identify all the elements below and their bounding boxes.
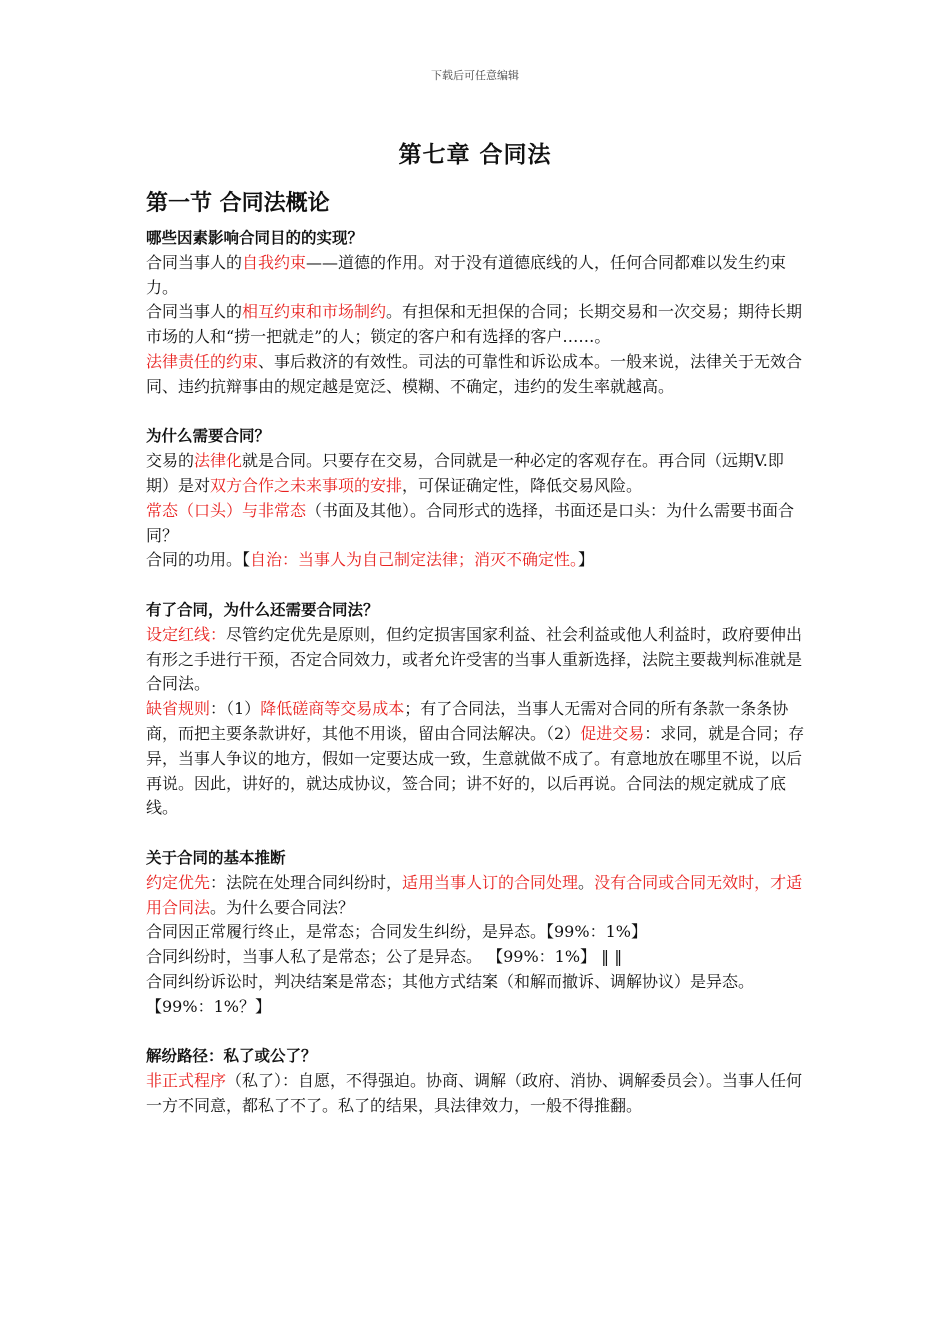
paragraph	[146, 251, 806, 301]
paragraph	[146, 350, 806, 400]
text-run: ，可保证确定性，降低交易风险。	[402, 475, 643, 495]
text-run: 合同当事人的	[146, 252, 243, 272]
question-heading: 哪些因素影响合同目的的实现？	[146, 229, 364, 247]
text-run: （私了）：自愿，不得强迫。协商、调解（政府、消协、调解委员会）。当事人任何一方不同意，都私了不了。私了的结果，具法律效力，一般不得推翻。	[146, 1071, 803, 1115]
text-run: 合同的功用。【	[146, 550, 251, 570]
text-run: ：求同，就是合同；存异，当事人争议的地方，假如一定要达成一致，生意就做不成了。有意地放在哪里不说，以后再说。因此，讲好的，就达成协议，签合同；讲不好的，以后再说。合同法的规定就成了底线。	[146, 723, 805, 818]
text-run: ：（1）	[210, 699, 261, 719]
block-spacer	[146, 400, 806, 425]
paragraph	[146, 548, 806, 573]
highlighted-text: 缺省规则	[146, 699, 211, 719]
text-run: 。为什么要合同法？	[210, 897, 355, 917]
paragraph	[146, 1069, 806, 1119]
paragraph	[146, 449, 806, 499]
question-heading: 解纷路径：私了或公了？	[146, 1047, 317, 1066]
block-spacer	[146, 1020, 806, 1045]
highlighted-text: 常态（口头）与非常态	[146, 500, 307, 520]
text-run: 。有担保和无担保的合同；长期交易和一次交易；期待长期市场的人和“捞一把就走”的人；锁定的客户和有选择的客户……。	[146, 302, 803, 347]
paragraph	[146, 970, 806, 1020]
header-note: 下载后可任意编辑	[431, 69, 519, 82]
text-run: （书面及其他）。合同形式的选择，书面还是口头：为什么需要书面合同？	[146, 500, 795, 545]
document-body	[146, 226, 806, 1119]
text-run: 交易的	[146, 451, 195, 471]
block-spacer	[146, 573, 806, 598]
paragraph	[146, 697, 806, 821]
block-spacer	[146, 821, 806, 846]
highlighted-text: 设定红线：	[146, 624, 227, 644]
chapter-title: 第七章 合同法	[398, 142, 552, 168]
highlighted-text: 自我约束	[242, 252, 307, 272]
paragraph	[146, 945, 806, 970]
text-run: 】	[578, 550, 595, 570]
highlighted-text: 适用当事人订的合同处理	[402, 872, 579, 892]
highlighted-text: 降低磋商等交易成本	[260, 699, 405, 719]
text-run: 。	[578, 872, 595, 892]
paragraph	[146, 499, 806, 549]
paragraph	[146, 920, 806, 945]
text-run: 尽管约定优先是原则，但约定损害国家利益、社会利益或他人利益时，政府要伸出有形之手进行干预，否定合同效力，或者允许受害的当事人重新选择，法院主要裁判标准就是合同法。	[146, 624, 803, 694]
question-heading: 有了合同，为什么还需要合同法？	[146, 600, 379, 619]
text-run: ——道德的作用。对于没有道德底线的人，任何合同都难以发生约束力。	[146, 252, 787, 297]
highlighted-text: 没有合同或合同无效时，才适用合同法	[146, 872, 803, 917]
text-run: 合同因正常履行终止，是常态；合同发生纠纷，是异态。【99%：1%】	[146, 922, 647, 942]
text-run: 合同纠纷时，当事人私了是常态；公了是异态。 【99%：1%】 ‖ ‖	[146, 947, 623, 967]
text-run: 、事后救济的有效性。司法的可靠性和诉讼成本。一般来说，法律关于无效合同、违约抗辩事由的规定越是宽泛、模糊、不确定，违约的发生率就越高。	[146, 351, 803, 396]
text-run: 合同纠纷诉讼时，判决结案是常态；其他方式结案（和解而撤诉、调解协议）是异态。 【99%：1%？】	[146, 971, 755, 1016]
question-heading: 关于合同的基本推断	[146, 848, 286, 867]
paragraph	[146, 623, 806, 697]
highlighted-text: 自治：当事人为自己制定法律；消灭不确定性。	[250, 550, 579, 570]
highlighted-text: 约定优先	[146, 872, 211, 892]
text-run: ；有了合同法，当事人无需对合同的所有条款一条条协商，而把主要条款讲好，其他不用谈，留由合同法解决。（2）	[146, 699, 789, 743]
highlighted-text: 双方合作之未来事项的安排	[210, 475, 403, 495]
highlighted-text: 促进交易	[580, 723, 645, 743]
section-title: 第一节 合同法概论	[146, 191, 330, 216]
paragraph	[146, 300, 806, 350]
text-run: ：法院在处理合同纠纷时，	[210, 872, 403, 892]
text-run: 合同当事人的	[146, 302, 243, 322]
highlighted-text: 法律责任的约束	[146, 351, 259, 371]
highlighted-text: 非正式程序	[146, 1071, 227, 1091]
highlighted-text: 法律化	[194, 451, 243, 471]
text-run: 就是合同。只要存在交易，合同就是一种必定的客观存在。再合同（远期V.即期）是对	[146, 451, 784, 495]
paragraph	[146, 871, 806, 921]
highlighted-text: 相互约束和市场制约	[242, 302, 387, 322]
question-heading: 为什么需要合同？	[146, 427, 271, 446]
